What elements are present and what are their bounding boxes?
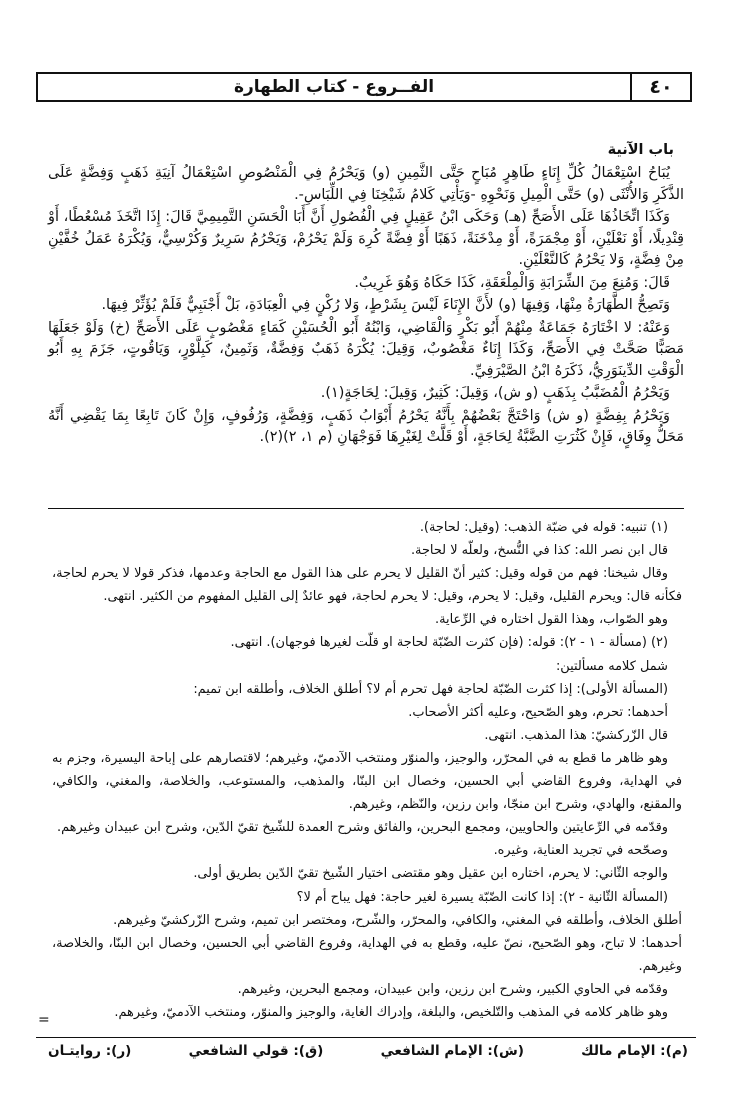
footnote-line: وقدّمه في الرِّعايتين والحاويين، ومجمع البحرين، والفائق وشرح العمدة للشّيخ تقيّ الدّين، وشرح ابن عبيدان وغيرهم. xyxy=(56,820,668,836)
footnote-line: وقدّمه في الحاوي الكبير، وشرح ابن رزين، وابن عبيدان، ومجمع البحرين، وغيرهم. xyxy=(237,981,668,997)
abbreviation-legend xyxy=(48,1043,688,1059)
footnotes xyxy=(52,516,682,1024)
main-paragraph: وَكَذَا اتِّخَاذُهَا عَلَى الأَصَحِّ (هـ) وَحَكَى ابْنُ عَقِيلٍ فِي الْفُصُولِ أَنَّ أَبَا الْحَسَنِ التَّمِيمِيَّ قَالَ: إِذَا اتَّخَذَ مُسْعُطًا، أَوْ قِنْدِيلًا، أَوْ نَعْلَيْنِ، أَوْ مِجْمَرَةً، أَوْ مِدْخَنَةً، ذَهَبًا أَوْ فِضَّةً كُرِهَ وَلَمْ يَحْرُمْ، وَيَحْرُمُ سَرِيرٌ وَكُرْسِيٌّ، وَيُكْرَهُ عَمَلُ خُفَّيْنِ مِنْ فِضَّةٍ، وَلا يَحْرُمُ كَالنَّعْلَيْنِ. xyxy=(48,209,684,268)
footnote-line: أحدهما: لا تباح، وهو الصّحيح، نصّ عليه، وقطع به في الهداية، وفروع القاضي أبي الحسين، وخصال ابن البنّا، والخلاصة، وغيرهم. xyxy=(52,935,682,974)
main-text xyxy=(48,140,684,450)
legend-separator xyxy=(36,1037,696,1038)
page-number-cell xyxy=(630,74,690,100)
footnote-line: وقال شيخنا: فهم من قوله وقيل: كثير أنّ القليل لا يحرم على هذا القول مع الحاجة وعدمها، فذكر قولا لا يحرم لحاجة، فكأنه قال: ويحرم القليل، وقيل: لا يحرم، وقيل: لا يحرم لحاجة، فهو عائدٌ إلى القليل المفهوم من الكثير. انتهى. xyxy=(52,566,682,605)
footnote-line: (المسألة الثّانية - ٢): إذا كانت الضّبّة يسيرة لغير حاجة: فهل يباح أم لا؟ xyxy=(296,889,668,905)
footnote-line: أحدهما: تحرم، وهو الصّحيح، وعليه أكثر الأصحاب. xyxy=(408,704,668,720)
footnote-line: وهو الصّواب، وهذا القول اختاره في الرِّعاية. xyxy=(434,612,668,628)
footnote-line: (٢) (مسألة - ١ - ٢): قوله: (فإن كثرت الضّبّة لحاجة او قلّت لغيرها فوجهان). انتهى. xyxy=(230,635,668,651)
main-paragraph: يُبَاحُ اسْتِعْمَالُ كُلِّ إِنَاءٍ طَاهِرٍ مُبَاحٍ حَتَّى الثَّمِينِ (و) وَيَحْرُمُ فِي الْمَنْصُوصِ اسْتِعْمَالُ آنِيَةِ ذَهَبٍ وَفِضَّةٍ عَلَى الذَّكَرِ وَالأُنْثَى (و) حَتَّى الْمِيلِ وَنَحْوِهِ -وَيَأْتِي كَلامُ شَيْخِنَا فِي اللِّبَاسِ-. xyxy=(48,165,684,203)
main-paragraph: وَيَحْرُمُ الْمُضَبَّبُ بِذَهَبٍ (و ش)، وَقِيلَ: كَثِيرٌ، وَقِيلَ: لِحَاجَةٍ(١). xyxy=(320,385,670,402)
footnote-line: (المسألة الأولى): إذا كثرت الضّبّة لحاجة فهل تحرم أم لا؟ أطلق الخلاف، وأطلقه ابن تميم: xyxy=(193,681,668,697)
header-title: الفــروع - كتاب الطهارة xyxy=(233,77,435,97)
footnote-line: والوجه الثّاني: لا يحرم، اختاره ابن عقيل وهو مقتضى اختيار الشّيخ تقيّ الدّين بطريق أولى. xyxy=(193,866,668,882)
footnote-separator xyxy=(48,508,684,509)
main-paragraph: وَيَحْرُمُ بِفِضَّةٍ (و ش) وَاحْتَجَّ بَعْضُهُمْ بِأَنَّهُ يَحْرُمُ أَبْوَابُ ذَهَبٍ، وَفِضَّةٍ، وَرُفُوفٍ، وَإِنْ كَانَ تَابِعًا بِمَا يَقْضِي أَنَّهُ مَحَلُّ وِفَاقٍ، فَإِنْ كَثُرَتِ الضَّبَّةُ لِحَاجَةٍ، أَوْ قَلَّتْ لِغَيْرِهَا فَوَجْهَانِ (م ١، ٢)(٢). xyxy=(48,407,684,446)
footnote-line: قال ابن نصر الله: كذا في النُّسخ، ولعلّه لا لحاجة. xyxy=(410,543,668,559)
main-paragraph: وَتَصِحُّ الطَّهَارَةُ مِنْهَا، وَفِيهَا (و) لأَنَّ الإِنَاءَ لَيْسَ بِشَرْطٍ، وَلا رُكْنٍ فِي الْعِبَادَةِ، بَلْ أَجْنَبِيٌّ فَلَمْ يُؤَثِّرْ فِيهَا. xyxy=(101,297,670,314)
footnote-line: وصحّحه في تجريد العناية، وغيره. xyxy=(493,843,668,859)
legend-shafii-two: (ق): قولي الشافعي xyxy=(188,1043,324,1059)
footnote-line: وهو ظاهر ما قطع به في المحرّر، والوجيز، والمنوّر ومنتخب الآدميّ، وغيرهم؛ لاقتصارهم على إباحة اليسيرة، وجزم به في الهداية، وفروع القاضي أبي الحسين، وخصال ابن البنّا، والمذهب، والمستوعب، والخلاصة، والمغني، والكافي، والمقنع، والهادي، وشرح ابن منجّا، وابن رزين، والنّظم، وغيرهم. xyxy=(52,750,682,813)
legend-malik: (م): الإمام مالك xyxy=(581,1043,688,1059)
margin-mark: = xyxy=(38,1012,50,1028)
footnote-line: أطلق الخلاف، وأطلقه في المغني، والكافي، والمحرّر، والشّرح، ومختصر ابن تميم، وشرح الزّركشيّ وغيرهم. xyxy=(113,912,682,928)
legend-shafii: (ش): الإمام الشافعي xyxy=(380,1043,524,1059)
chapter-title: باب الآنية xyxy=(607,142,674,158)
footnote-line: (١) تنبيه: قوله في ضبّة الذهب: (وقيل: لحاجة). xyxy=(419,520,668,535)
running-header xyxy=(36,72,692,102)
footnote-line: وهو ظاهر كلامه في المذهب والتّلخيص، والبلغة، وإدراك الغاية، والوجيز والمنوّر، ومنتخب الآدميّ، وغيرهم. xyxy=(114,1004,668,1020)
page-number: ٤٠ xyxy=(649,76,673,98)
header-title-cell xyxy=(38,74,630,100)
legend-two-reports: (ر): روايتـان xyxy=(48,1043,132,1059)
main-paragraphs xyxy=(48,163,684,448)
footnote-line: شمل كلامه مسألتين: xyxy=(555,658,668,674)
main-paragraph: وَعَنْهُ: لا اخْتَارَهُ جَمَاعَةٌ مِنْهُمْ أَبُو بَكْرٍ وَالْقَاضِي، وَابْنُهُ أَبُو الْحُسَيْنِ كَمَاءٍ مَغْصُوبٍ عَلَى الأَصَحِّ (خ) وَلَوْ جَعَلَهَا مَصَبًّا صَحَّتْ فِي الأَصَحِّ، وَكَذَا إِنَاءٌ مَغْصُوبٌ، وَقِيلَ: يُكْرَهُ ذَهَبٌ وَفِضَّةٌ، وَثَمِينٌ، كَبِلَّوْرٍ، وَيَاقُوتٍ، جَزَمَ بِهِ أَبُو الْوَقْتِ الدِّينَوَرِيُّ، ذَكَرَهُ ابْنُ الصَّيْرَفِيِّ. xyxy=(48,319,684,379)
footnote-line: قال الزّركشيّ: هذا المذهب. انتهى. xyxy=(484,727,668,743)
main-paragraph: قَالَ: وَمُنِعَ مِنَ الشِّرَابَةِ وَالْمِلْعَقَةِ، كَذَا حَكَاهُ وَهُوَ غَرِيبٌ. xyxy=(354,274,670,291)
